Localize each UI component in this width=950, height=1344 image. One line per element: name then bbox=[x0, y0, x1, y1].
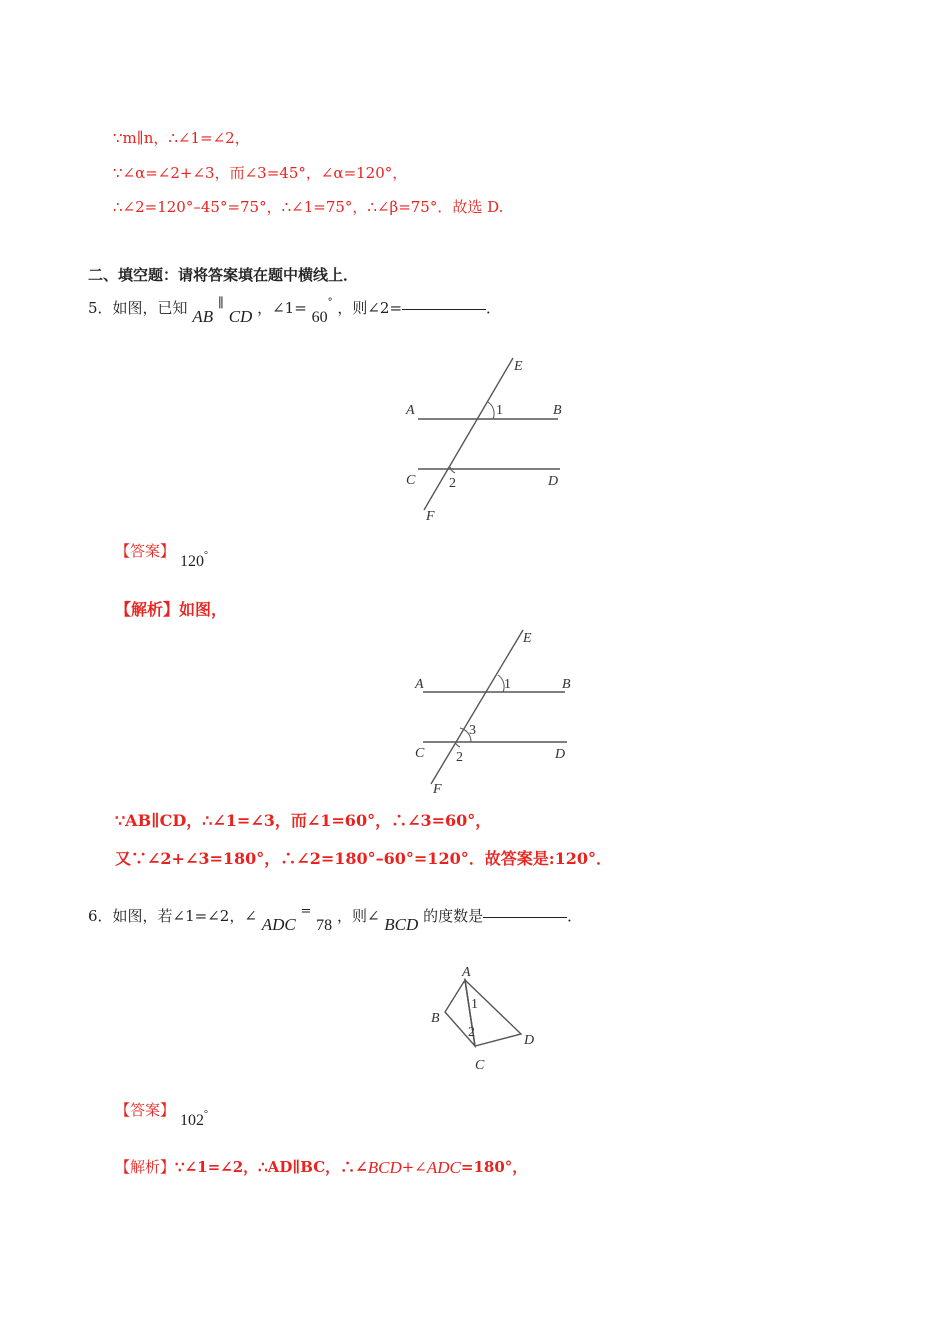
q5-answer-tag: 【答案】 bbox=[115, 542, 176, 560]
question-6 bbox=[88, 904, 583, 934]
label2-E: E bbox=[523, 631, 532, 646]
solution-line-3: ∴∠2=120°–45°=75°，∴∠1=75°，∴∠β=75°．故选 D. bbox=[113, 198, 504, 216]
q5-prefix: 5．如图，已知 bbox=[88, 299, 188, 317]
solution-line-1: ∵m∥n，∴∠1=∠2， bbox=[113, 129, 250, 147]
label-B: B bbox=[553, 403, 562, 418]
label6-C: C bbox=[475, 1058, 485, 1073]
q6-suffix: 的度数是 bbox=[423, 907, 484, 925]
label2-angle-1: 1 bbox=[504, 677, 511, 692]
label-D: D bbox=[548, 474, 559, 489]
q6-end: ． bbox=[567, 907, 583, 925]
q5-analysis-tag: 【解析】如图， bbox=[115, 600, 228, 619]
label2-B: B bbox=[562, 677, 571, 692]
label-F: F bbox=[426, 509, 435, 524]
label2-A: A bbox=[415, 677, 424, 692]
label6-angle-1: 1 bbox=[471, 997, 478, 1012]
q5-analysis-line-2: 又∵∠2+∠3=180°，∴∠2=180°–60°=120°．故答案是:120°． bbox=[115, 849, 613, 868]
label-E: E bbox=[514, 359, 523, 374]
label-C: C bbox=[406, 473, 416, 488]
q6-analysis bbox=[115, 1156, 527, 1177]
label2-angle-3: 3 bbox=[469, 723, 476, 738]
q5-answer-value: 120 bbox=[180, 553, 204, 570]
q6-value: 78 bbox=[316, 917, 333, 934]
q6-analysis-end: =180°， bbox=[460, 1158, 528, 1176]
q6-answer-value: 102 bbox=[180, 1112, 204, 1129]
q5-answer bbox=[180, 550, 208, 571]
label-angle-2: 2 bbox=[449, 476, 456, 491]
q5-degree: ° bbox=[327, 297, 333, 308]
q6-answer-blank bbox=[483, 916, 567, 918]
q5-math-cd: CD bbox=[228, 307, 253, 326]
label2-C: C bbox=[415, 746, 425, 761]
q5-analysis-line-1: ∵AB∥CD，∴∠1=∠3，而∠1=60°，∴∠3=60°， bbox=[115, 811, 492, 830]
q5-answer-degree: ° bbox=[204, 550, 208, 561]
q6-math-adc: ADC bbox=[261, 915, 296, 934]
q5-answer-blank bbox=[402, 308, 486, 310]
q6-analysis-bcd: BCD bbox=[367, 1158, 402, 1177]
q6-equals: = bbox=[300, 904, 312, 919]
q6-answer-degree: ° bbox=[204, 1109, 208, 1120]
q6-analysis-adc: ADC bbox=[426, 1158, 461, 1177]
q5-parallel: ∥ bbox=[217, 296, 224, 311]
label2-F: F bbox=[433, 782, 442, 797]
q5-value: 60 bbox=[311, 309, 328, 326]
q6-math-bcd: BCD bbox=[384, 915, 419, 934]
q5-analysis-figure bbox=[405, 624, 580, 798]
label-angle-1: 1 bbox=[496, 403, 503, 418]
section-heading: 二、填空题：请将答案填在题中横线上． bbox=[88, 266, 359, 284]
q5-suffix: ，则∠2= bbox=[337, 299, 403, 317]
q6-answer-tag: 【答案】 bbox=[115, 1101, 176, 1119]
q6-analysis-tag: 【解析】 bbox=[115, 1158, 176, 1176]
q6-answer bbox=[180, 1109, 208, 1130]
q5-figure bbox=[400, 352, 570, 524]
label6-B: B bbox=[431, 1011, 440, 1026]
label2-angle-2: 2 bbox=[456, 750, 463, 765]
solution-line-2: ∵∠α=∠2+∠3，而∠3=45°，∠α=120°， bbox=[113, 164, 408, 182]
q5-comma: ，∠1= bbox=[257, 299, 307, 317]
q6-prefix: 6．如图，若∠1=∠2，∠ bbox=[88, 907, 257, 925]
label-A: A bbox=[406, 403, 415, 418]
q6-mid: ，则∠ bbox=[336, 907, 380, 925]
question-5 bbox=[88, 296, 502, 326]
label6-A: A bbox=[462, 965, 471, 980]
label6-D: D bbox=[524, 1033, 535, 1048]
q6-analysis-plus: +∠ bbox=[401, 1158, 427, 1176]
q5-end: ． bbox=[486, 299, 502, 317]
q5-math-ab: AB bbox=[192, 307, 214, 326]
label6-angle-2: 2 bbox=[468, 1025, 475, 1040]
label2-D: D bbox=[555, 747, 566, 762]
q6-analysis-text: ∵∠1=∠2，∴AD∥BC，∴∠ bbox=[175, 1158, 368, 1176]
q6-figure bbox=[425, 960, 545, 1075]
